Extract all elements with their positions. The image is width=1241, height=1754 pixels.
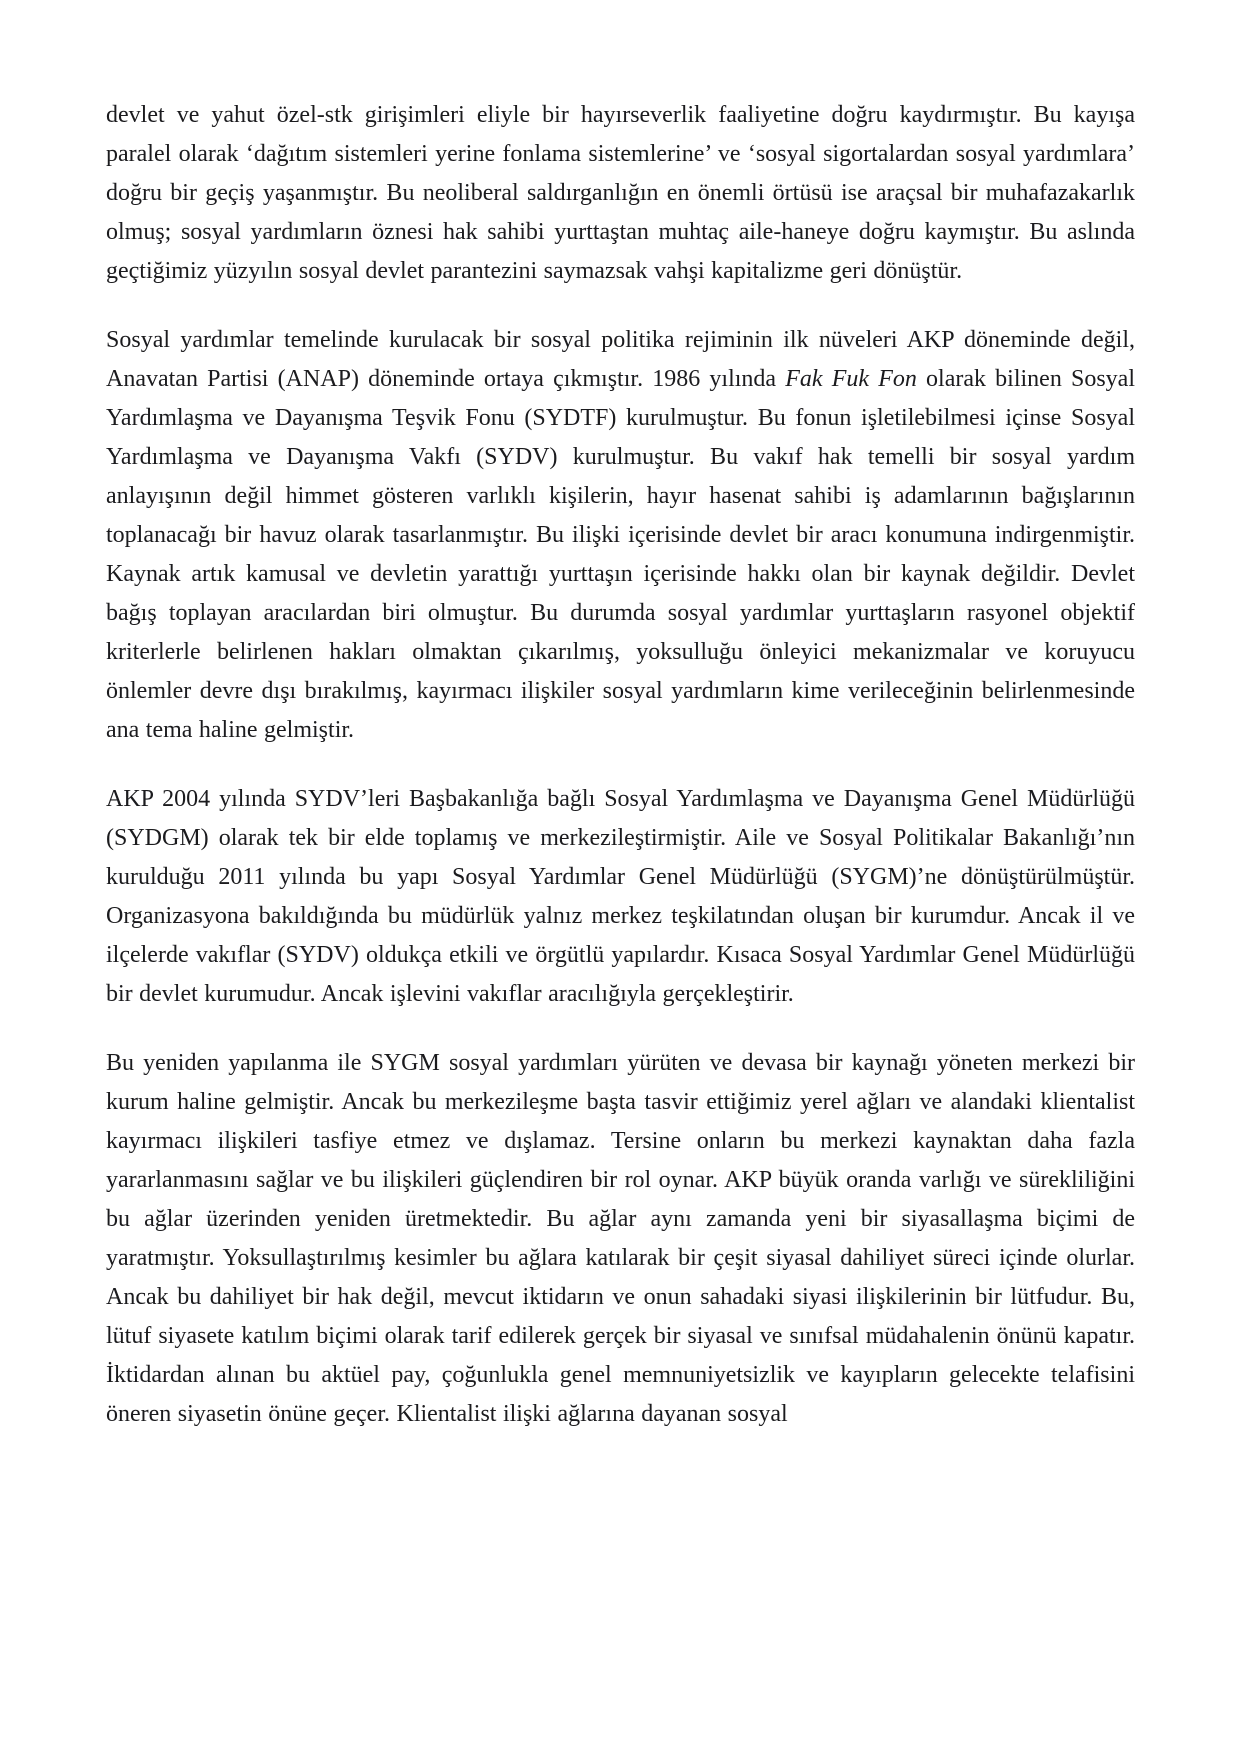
paragraph-1	[106, 96, 1135, 291]
paragraph-2-text-before-italic: Sosyal yardımlar temelinde kurulacak bir sosyal politika rejiminin ilk nüveleri AKP döneminde değil, Anavatan Partisi (ANAP) döneminde ortaya çıkmıştır. 1986 yılında	[106, 327, 1135, 392]
paragraph-4	[106, 1044, 1135, 1434]
paragraph-4-text: Bu yeniden yapılanma ile SYGM sosyal yardımları yürüten ve devasa bir kaynağı yöneten merkezi bir kurum haline gelmiştir. Ancak bu merkezileşme başta tasvir ettiğimiz yerel ağları ve alandaki klientalist kayırmacı ilişkileri tasfiye etmez ve dışlamaz. Tersine onların bu merkezi kaynaktan daha fazla yararlanmasını sağlar ve bu ilişkileri güçlendiren bir rol oynar. AKP büyük oranda varlığı ve sürekliliğini bu ağlar üzerinden yeniden üretmektedir. Bu ağlar aynı zamanda yeni bir siyasallaşma biçimi de yaratmıştır. Yoksullaştırılmış kesimler bu ağlara katılarak bir çeşit siyasal dahiliyet süreci içinde olurlar. Ancak bu dahiliyet bir hak değil, mevcut iktidarın ve onun sahadaki siyasi ilişkilerinin bir lütfudur. Bu, lütuf siyasete katılım biçimi olarak tarif edilerek gerçek bir siyasal ve sınıfsal müdahalenin önünü kapatır. İktidardan alınan bu aktüel pay, çoğunlukla genel memnuniyetsizlik ve kayıpların gelecekte telafisini öneren siyasetin önüne geçer. Klientalist ilişki ağlarına dayanan sosyal	[106, 1050, 1135, 1427]
paragraph-2-text-after-italic: olarak bilinen Sosyal Yardımlaşma ve Dayanışma Teşvik Fonu (SYDTF) kurulmuştur. Bu fonun işletilebilmesi içinse Sosyal Yardımlaşma ve Dayanışma Vakfı (SYDV) kurulmuştur. Bu vakıf hak temelli bir sosyal yardım anlayışının değil himmet gösteren varlıklı kişilerin, hayır hasenat sahibi iş adamlarının bağışlarının toplanacağı bir havuz olarak tasarlanmıştır. Bu ilişki içerisinde devlet bir aracı konumuna indirgenmiştir. Kaynak artık kamusal ve devletin yarattığı yurttaşın içerisinde hakkı olan bir kaynak değildir. Devlet bağış toplayan aracılardan biri olmuştur. Bu durumda sosyal yardımlar yurttaşların rasyonel objektif kriterlerle belirlenen hakları olmaktan çıkarılmış, yoksulluğu önleyici mekanizmalar ve koruyucu önlemler devre dışı bırakılmış, kayırmacı ilişkiler sosyal yardımların kime verileceğinin belirlenmesinde ana tema haline gelmiştir.	[106, 366, 1135, 743]
paragraph-2	[106, 321, 1135, 750]
paragraph-3	[106, 780, 1135, 1014]
fak-fuk-fon-italic-term: Fak Fuk Fon	[785, 366, 917, 392]
paragraph-1-text: devlet ve yahut özel-stk girişimleri eliyle bir hayırseverlik faaliyetine doğru kaydırmıştır. Bu kayışa paralel olarak ‘dağıtım sistemleri yerine fonlama sistemlerine’ ve ‘sosyal sigortalardan sosyal yardımlara’ doğru bir geçiş yaşanmıştır. Bu neoliberal saldırganlığın en önemli örtüsü ise araçsal bir muhafazakarlık olmuş; sosyal yardımların öznesi hak sahibi yurttaştan muhtaç aile-haneye doğru kaymıştır. Bu aslında geçtiğimiz yüzyılın sosyal devlet parantezini saymazsak vahşi kapitalizme geri dönüştür.	[106, 102, 1135, 284]
paragraph-3-text: AKP 2004 yılında SYDV’leri Başbakanlığa bağlı Sosyal Yardımlaşma ve Dayanışma Genel Müdürlüğü (SYDGM) olarak tek bir elde toplamış ve merkezileştirmiştir. Aile ve Sosyal Politikalar Bakanlığı’nın kurulduğu 2011 yılında bu yapı Sosyal Yardımlar Genel Müdürlüğü (SYGM)’ne dönüştürülmüştür. Organizasyona bakıldığında bu müdürlük yalnız merkez teşkilatından oluşan bir kurumdur. Ancak il ve ilçelerde vakıflar (SYDV) oldukça etkili ve örgütlü yapılardır. Kısaca Sosyal Yardımlar Genel Müdürlüğü bir devlet kurumudur. Ancak işlevini vakıflar aracılığıyla gerçekleştirir.	[106, 786, 1135, 1007]
